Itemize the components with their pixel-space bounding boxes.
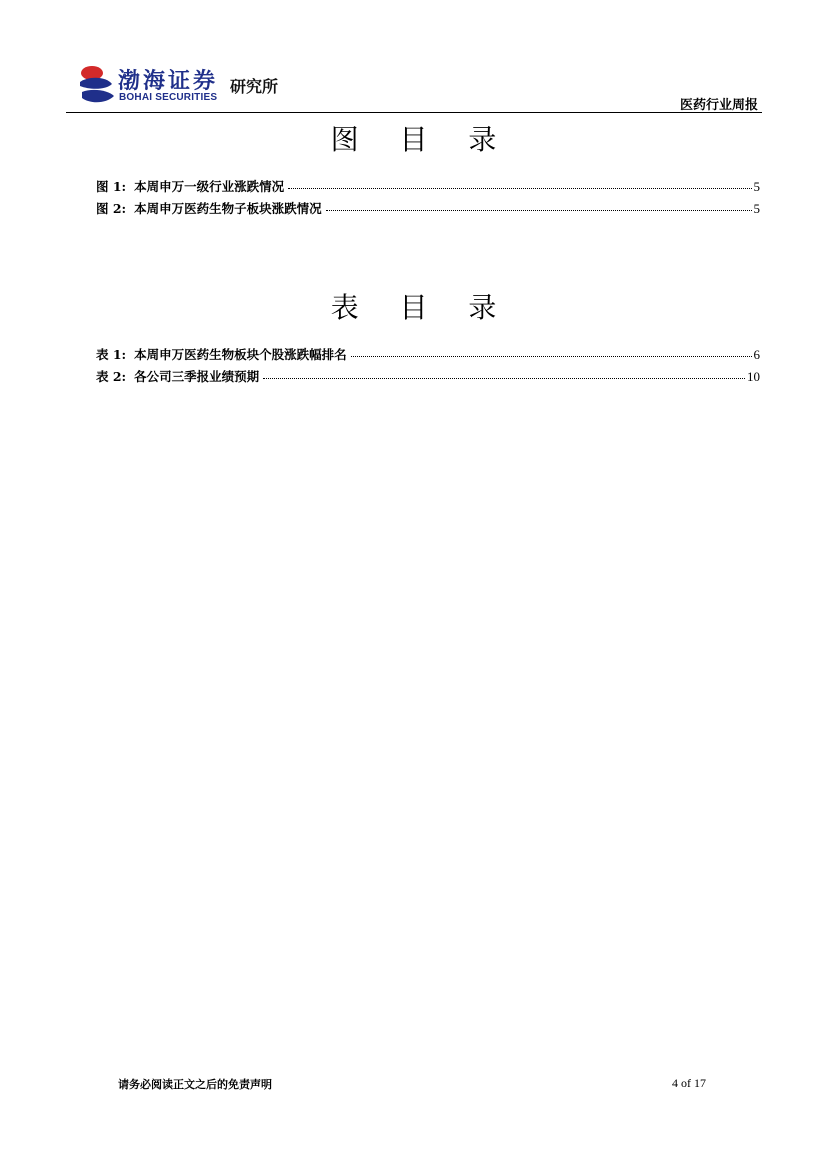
figures-toc-list	[96, 177, 760, 221]
logo-chinese-name: 渤海证券	[118, 68, 219, 94]
figures-toc-title: 图 目 录	[330, 123, 513, 156]
toc-dot-leader	[326, 200, 752, 211]
logo-english-name: BOHAI SECURITIES	[119, 92, 218, 103]
toc-entry-page: 10	[747, 369, 760, 384]
header-divider	[66, 112, 762, 113]
toc-entry-title: 各公司三季报业绩预期	[134, 369, 260, 384]
toc-dot-leader	[263, 368, 745, 379]
logo-institute-label: 研究所	[230, 77, 279, 96]
toc-entry-label: 表 2:	[96, 369, 127, 384]
toc-entry-page: 5	[753, 179, 760, 194]
figures-toc-entry[interactable]	[96, 177, 760, 199]
tables-toc-list	[96, 345, 760, 389]
figures-toc-entry[interactable]	[96, 199, 760, 221]
toc-entry-page: 6	[753, 347, 760, 362]
toc-entry-title: 本周申万医药生物子板块涨跌情况	[134, 201, 322, 216]
toc-dot-leader	[288, 178, 751, 189]
page-header	[66, 58, 762, 114]
bohai-securities-logo	[78, 62, 318, 106]
toc-entry-label: 表 1:	[96, 347, 127, 362]
toc-entry-label: 图 1:	[96, 179, 127, 194]
page-footer	[118, 1076, 706, 1096]
page-number: 4 of 17	[672, 1076, 706, 1090]
footer-disclaimer: 请务必阅读正文之后的免责声明	[118, 1078, 272, 1091]
toc-entry-title: 本周申万一级行业涨跌情况	[134, 179, 285, 194]
toc-entry-label: 图 2:	[96, 201, 127, 216]
tables-toc-entry[interactable]	[96, 367, 760, 389]
bohai-logo-mark-icon	[78, 64, 116, 104]
tables-toc-entry[interactable]	[96, 345, 760, 367]
toc-entry-title: 本周申万医药生物板块个股涨跌幅排名	[134, 347, 347, 362]
toc-entry-page: 5	[753, 201, 760, 216]
tables-toc-title: 表 目 录	[330, 291, 513, 324]
report-type-label: 医药行业周报	[679, 98, 758, 113]
toc-dot-leader	[351, 346, 752, 357]
